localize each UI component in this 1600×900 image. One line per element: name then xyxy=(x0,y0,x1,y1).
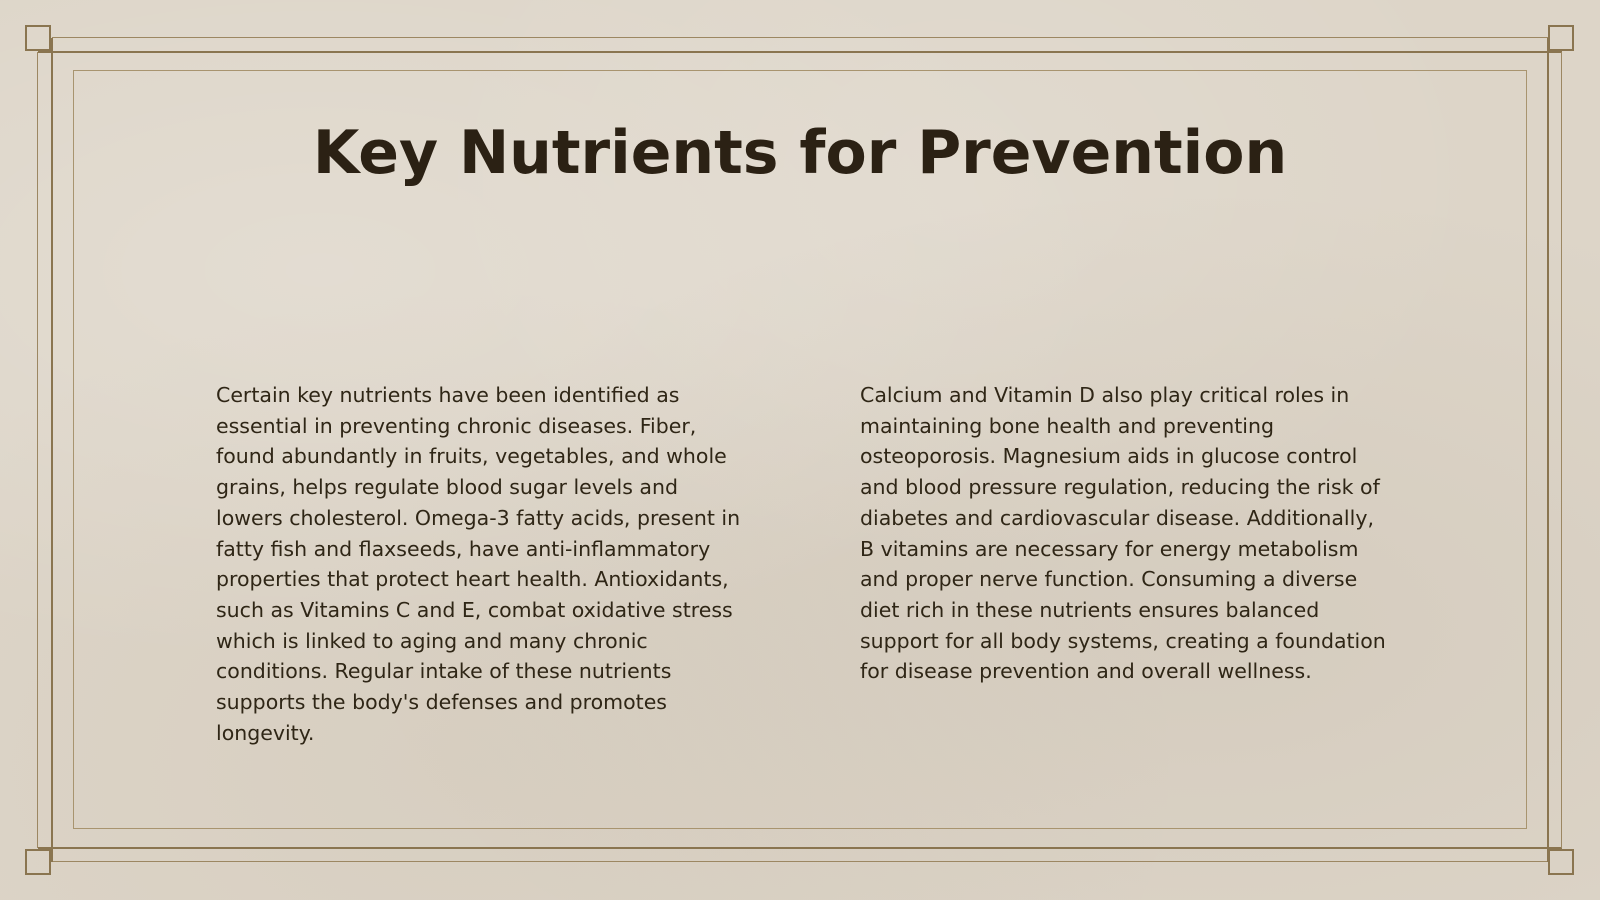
frame-top-line-outer xyxy=(52,37,1548,38)
frame-corner-bottom-right xyxy=(1548,849,1574,875)
right-paragraph: Calcium and Vitamin D also play critical roles in maintaining bone health and preventing osteoporosis. Magnesium aids in glucose control and blood pressure regulation, reducing the risk of diabetes and cardiovascular disease. Additionally, B vitamins are necessary for energy metabolism and proper nerve function. Consuming a diverse diet rich in these nutrients ensures balanced support for all body systems, creating a foundation for disease prevention and overall wellness. xyxy=(860,383,1386,684)
frame-top-line-inner xyxy=(38,51,1562,53)
frame-corner-top-right xyxy=(1548,25,1574,51)
frame-corner-bottom-left xyxy=(25,849,51,875)
frame-bottom-line-outer xyxy=(52,861,1548,862)
frame-corner-top-left xyxy=(25,25,51,51)
slide-title: Key Nutrients for Prevention xyxy=(312,118,1288,188)
frame-bottom-line-inner xyxy=(38,847,1562,849)
left-paragraph: Certain key nutrients have been identified as essential in preventing chronic diseases. Fiber, found abundantly in fruits, vegetables, and whole grains, helps regulate blood sugar levels and lowers cholesterol. Omega-3 fatty acids, present in fatty fish and flaxseeds, have anti-inflammatory properties that protect heart health. Antioxidants, such as Vitamins C and E, combat oxidative stress which is linked to aging and many chronic conditions. Regular intake of these nutrients supports the body's defenses and promotes longevity. xyxy=(216,383,741,745)
